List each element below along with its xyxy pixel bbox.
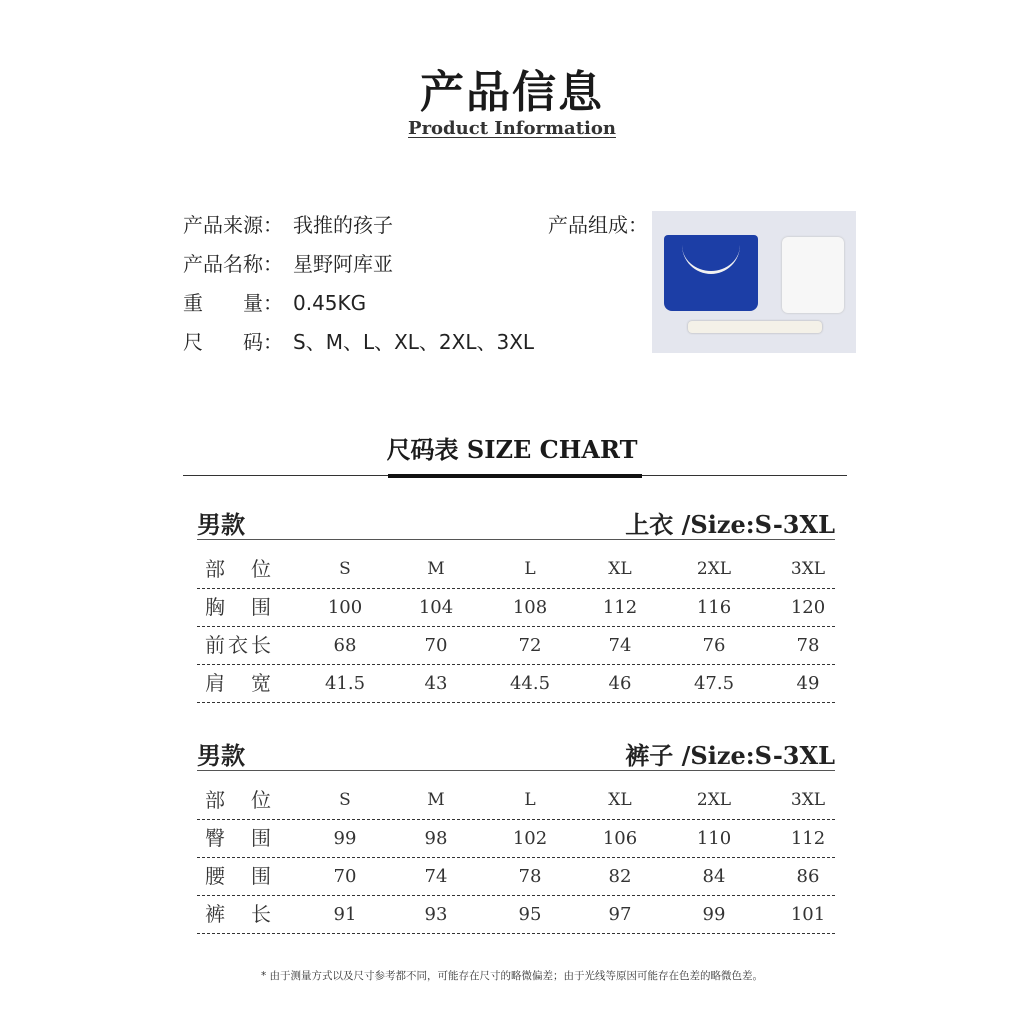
row-label: 腰围 xyxy=(205,864,271,888)
table-row xyxy=(197,896,835,934)
measurement-cell: 93 xyxy=(424,904,448,925)
measurement-cell: 101 xyxy=(790,904,826,925)
table-row xyxy=(197,858,835,896)
table-row xyxy=(197,820,835,858)
row-label: 部位 xyxy=(205,557,271,581)
measurement-cell: 68 xyxy=(333,635,357,656)
white-pants-image xyxy=(782,237,844,313)
table-header-row xyxy=(197,551,835,589)
measurement-cell: 110 xyxy=(696,828,732,849)
measurement-cell: 106 xyxy=(602,828,638,849)
table-row xyxy=(197,665,835,703)
measurement-cell: 47.5 xyxy=(693,673,735,694)
size-chart-divider-accent xyxy=(388,474,642,478)
measurement-cell: 46 xyxy=(608,673,632,694)
size-chart-title: 尺码表 SIZE CHART xyxy=(386,435,638,464)
row-label: 部位 xyxy=(205,788,271,812)
table-pants-heading xyxy=(197,736,835,771)
measurement-cell: 49 xyxy=(796,673,820,694)
measurement-cell: 112 xyxy=(790,828,826,849)
row-label: 臀围 xyxy=(205,826,271,850)
measurement-cell: 104 xyxy=(418,597,454,618)
page-subtitle-text: Product Information xyxy=(408,118,616,139)
size-header-cell: XL xyxy=(608,559,632,579)
measurement-cell: 86 xyxy=(796,866,820,887)
measurement-cell: 74 xyxy=(424,866,448,887)
measurement-cell: 78 xyxy=(796,635,820,656)
info-row-source xyxy=(183,209,393,238)
info-label: 重 量： xyxy=(183,291,283,315)
measurement-cell: 112 xyxy=(602,597,638,618)
measurement-cell: 102 xyxy=(512,828,548,849)
footnote: * 由于测量方式以及尺寸参考都不同，可能存在尺寸的略微偏差；由于光线等原因可能存在色差的略微色差。 xyxy=(260,970,764,982)
measurement-cell: 99 xyxy=(702,904,726,925)
measurement-cell: 116 xyxy=(696,597,732,618)
size-header-cell: M xyxy=(427,790,445,810)
measurement-cell: 98 xyxy=(424,828,448,849)
info-label: 尺 码： xyxy=(183,330,283,354)
table-top-rule xyxy=(197,539,835,540)
table-right-title: 裤子 /Size:S-3XL xyxy=(625,741,835,770)
size-header-cell: 2XL xyxy=(696,559,732,579)
measurement-cell: 43 xyxy=(424,673,448,694)
row-label: 肩宽 xyxy=(205,671,271,695)
measurement-cell: 100 xyxy=(327,597,363,618)
measurement-cell: 95 xyxy=(518,904,542,925)
measurement-cell: 108 xyxy=(512,597,548,618)
table-left-title: 男款 xyxy=(197,510,245,539)
row-label: 前衣长 xyxy=(205,633,271,657)
measurement-cell: 78 xyxy=(518,866,542,887)
measurement-cell: 72 xyxy=(518,635,542,656)
info-value: 星野阿库亚 xyxy=(293,252,393,276)
size-header-cell: 3XL xyxy=(790,559,826,579)
info-label: 产品名称： xyxy=(183,252,283,276)
measurement-cell: 70 xyxy=(424,635,448,656)
measurement-cell: 120 xyxy=(790,597,826,618)
info-row-weight xyxy=(183,287,366,316)
table-top-heading xyxy=(197,505,835,540)
product-photo xyxy=(652,211,856,353)
measurement-cell: 74 xyxy=(608,635,632,656)
size-header-cell: S xyxy=(339,559,351,579)
size-header-cell: XL xyxy=(608,790,632,810)
measurement-cell: 91 xyxy=(333,904,357,925)
info-row-name xyxy=(183,248,393,277)
page-title: 产品信息 xyxy=(420,67,604,118)
size-header-cell: 3XL xyxy=(790,790,826,810)
belt-image xyxy=(688,321,822,333)
row-label: 胸围 xyxy=(205,595,271,619)
table-left-title: 男款 xyxy=(197,741,245,770)
size-header-cell: S xyxy=(339,790,351,810)
table-row xyxy=(197,589,835,627)
measurement-cell: 84 xyxy=(702,866,726,887)
info-value: 我推的孩子 xyxy=(293,213,393,237)
info-value: S、M、L、XL、2XL、3XL xyxy=(293,330,535,354)
measurement-cell: 76 xyxy=(702,635,726,656)
size-header-cell: 2XL xyxy=(696,790,732,810)
info-value: 0.45KG xyxy=(293,291,367,315)
info-row-size xyxy=(183,326,534,355)
measurement-cell: 99 xyxy=(333,828,357,849)
composition-label: 产品组成： xyxy=(548,213,648,237)
measurement-cell: 82 xyxy=(608,866,632,887)
measurement-cell: 44.5 xyxy=(509,673,551,694)
size-header-cell: L xyxy=(524,559,536,579)
size-header-cell: L xyxy=(524,790,536,810)
row-label: 裤长 xyxy=(205,902,271,926)
measurement-cell: 41.5 xyxy=(324,673,366,694)
table-right-title: 上衣 /Size:S-3XL xyxy=(625,510,835,539)
info-label: 产品来源： xyxy=(183,213,283,237)
table-header-row xyxy=(197,782,835,820)
measurement-cell: 70 xyxy=(333,866,357,887)
page-subtitle xyxy=(0,118,1024,139)
table-pants-rule xyxy=(197,770,835,771)
table-row xyxy=(197,627,835,665)
size-header-cell: M xyxy=(427,559,445,579)
measurement-cell: 97 xyxy=(608,904,632,925)
